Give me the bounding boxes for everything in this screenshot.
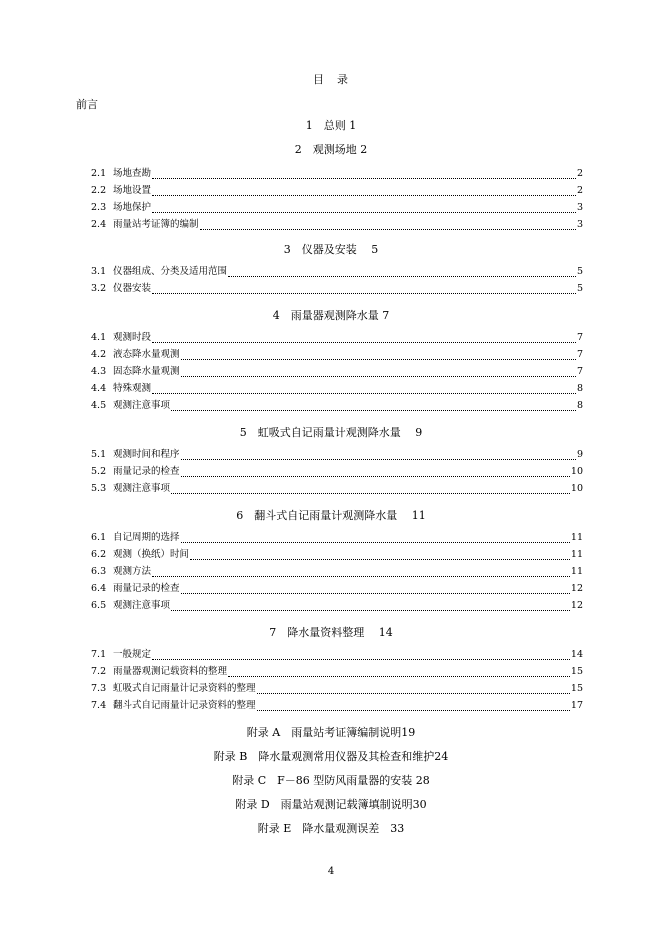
toc-entry-page: 7 [576,366,583,377]
toc-entry-page: 5 [576,266,583,277]
toc-entry-number: 6.2 [91,549,107,560]
toc-entry-number: 6.4 [91,583,107,594]
toc-entry-number: 6.3 [91,566,107,577]
toc-entry-page: 7 [576,332,583,343]
toc-entry-page: 15 [570,683,583,694]
toc-entry-page: 7 [576,349,583,360]
toc-entry-page: 15 [570,666,583,677]
toc-entry-page: 2 [576,168,583,179]
toc-entry-title: 观测注意事项 [113,483,171,494]
toc-entry-2-2[interactable] [91,184,583,198]
toc-entry-number: 4.4 [91,383,107,394]
chapter-2-heading[interactable]: 2 观测场地 2 [294,143,368,156]
appendix-c-entry[interactable]: 附录 C F－86 型防风雨量器的安装 28 [232,774,430,787]
toc-entry-2-3[interactable] [91,201,583,215]
toc-entry-title: 特殊观测 [113,383,152,394]
toc-dot-leader [171,401,576,411]
toc-entry-page: 12 [570,600,583,611]
toc-dot-leader [257,684,570,694]
chapter-3-heading[interactable]: 3 仪器及安装 5 [283,243,379,256]
appendix-b-entry[interactable]: 附录 B 降水量观测常用仪器及其检查和维护24 [213,750,449,763]
toc-entry-4-4[interactable] [91,382,583,396]
toc-entry-number: 3.1 [91,266,107,277]
toc-entry-title: 自记周期的选择 [113,532,180,543]
toc-entry-title: 仪器组成、分类及适用范围 [113,266,228,277]
toc-entry-number: 2.3 [91,202,107,213]
appendix-d-entry[interactable]: 附录 D 雨量站观测记载簿填制说明30 [235,798,427,811]
toc-dot-leader [152,384,576,394]
toc-entry-page: 2 [576,185,583,196]
toc-entry-page: 10 [570,466,583,477]
toc-dot-leader [152,333,576,343]
toc-entry-title: 观测方法 [113,566,152,577]
toc-entry-6-1[interactable] [91,531,583,545]
toc-entry-6-4[interactable] [91,582,583,596]
toc-entry-page: 3 [576,219,583,230]
chapter-4-heading[interactable]: 4 雨量器观测降水量 7 [272,309,390,322]
chapter-6-heading[interactable]: 6 翻斗式自记雨量计观测降水量 11 [236,509,426,522]
toc-entry-5-2[interactable] [91,465,583,479]
toc-entry-2-4[interactable] [91,218,583,232]
toc-dot-leader [228,667,570,677]
toc-dot-leader [152,169,576,179]
toc-dot-leader [228,267,576,277]
toc-entry-4-5[interactable] [91,399,583,413]
toc-entry-page: 10 [570,483,583,494]
toc-entry-5-3[interactable] [91,482,583,496]
toc-entry-4-1[interactable] [91,331,583,345]
appendix-e-entry[interactable]: 附录 E 降水量观测误差 33 [257,822,405,835]
toc-entry-title: 一般规定 [113,649,152,660]
toc-entry-title: 观测（换纸）时间 [113,549,190,560]
toc-entry-5-1[interactable] [91,448,583,462]
toc-entry-title: 雨量记录的检查 [113,466,180,477]
toc-dot-leader [200,220,576,230]
toc-dot-leader [181,467,570,477]
toc-entry-page: 11 [570,532,583,543]
toc-dot-leader [190,550,570,560]
toc-entry-number: 7.4 [91,700,107,711]
toc-entry-7-3[interactable] [91,682,583,696]
toc-dot-leader [181,367,576,377]
toc-entry-title: 翻斗式自记雨量计记录资料的整理 [113,700,256,711]
toc-entry-title: 场地设置 [113,185,152,196]
toc-entry-number: 7.2 [91,666,107,677]
toc-entry-page: 12 [570,583,583,594]
page-number: 4 [327,866,335,877]
toc-dot-leader [181,584,570,594]
toc-dot-leader [152,186,576,196]
toc-entry-number: 4.5 [91,400,107,411]
toc-entry-title: 液态降水量观测 [113,349,180,360]
toc-entry-page: 11 [570,566,583,577]
toc-entry-number: 6.5 [91,600,107,611]
toc-entry-page: 17 [570,700,583,711]
toc-dot-leader [171,601,570,611]
toc-entry-title: 场地保护 [113,202,152,213]
toc-entry-page: 5 [576,283,583,294]
toc-entry-4-3[interactable] [91,365,583,379]
toc-entry-4-2[interactable] [91,348,583,362]
toc-entry-number: 4.3 [91,366,107,377]
toc-entry-number: 7.3 [91,683,107,694]
toc-dot-leader [181,450,576,460]
toc-entry-title: 观测注意事项 [113,600,171,611]
toc-entry-number: 4.2 [91,349,107,360]
toc-entry-number: 5.3 [91,483,107,494]
toc-entry-2-1[interactable] [91,167,583,181]
toc-entry-page: 11 [570,549,583,560]
toc-dot-leader [181,533,570,543]
toc-dot-leader [171,484,570,494]
toc-entry-6-2[interactable] [91,548,583,562]
toc-entry-title: 雨量记录的检查 [113,583,180,594]
toc-entry-title: 场地查勘 [113,168,152,179]
chapter-7-heading[interactable]: 7 降水量资料整理 14 [269,626,393,639]
toc-entry-7-2[interactable] [91,665,583,679]
toc-entry-7-1[interactable] [91,648,583,662]
toc-entry-number: 7.1 [91,649,107,660]
toc-entry-title: 固态降水量观测 [113,366,180,377]
appendix-a-entry[interactable]: 附录 A 雨量站考证簿编制说明19 [246,726,416,739]
toc-dot-leader [152,567,570,577]
toc-entry-title: 观测注意事项 [113,400,171,411]
toc-entry-page: 8 [576,400,583,411]
toc-entry-number: 2.4 [91,219,107,230]
toc-entry-number: 3.2 [91,283,107,294]
toc-entry-page: 3 [576,202,583,213]
toc-dot-leader [152,284,576,294]
toc-dot-leader [152,203,576,213]
chapter-5-heading[interactable]: 5 虹吸式自记雨量计观测降水量 9 [239,426,423,439]
toc-entry-6-5[interactable] [91,599,583,613]
toc-entry-3-1[interactable] [91,265,583,279]
toc-entry-6-3[interactable] [91,565,583,579]
toc-entry-page: 8 [576,383,583,394]
toc-entry-title: 观测时段 [113,332,152,343]
toc-dot-leader [257,701,570,711]
toc-entry-number: 4.1 [91,332,107,343]
chapter-1-heading[interactable]: 1 总则 1 [305,119,357,132]
toc-entry-title: 仪器安装 [113,283,152,294]
toc-entry-number: 5.2 [91,466,107,477]
page-title: 目 录 [313,73,349,86]
toc-entry-number: 5.1 [91,449,107,460]
toc-entry-title: 雨量站考证簿的编制 [113,219,199,230]
toc-entry-7-4[interactable] [91,699,583,713]
toc-entry-number: 2.2 [91,185,107,196]
toc-entry-3-2[interactable] [91,282,583,296]
preface-entry[interactable]: 前言 [76,98,98,111]
toc-dot-leader [152,650,570,660]
toc-dot-leader [181,350,576,360]
toc-entry-number: 6.1 [91,532,107,543]
toc-entry-title: 虹吸式自记雨量计记录资料的整理 [113,683,256,694]
toc-entry-title: 雨量器观测记载资料的整理 [113,666,228,677]
toc-entry-page: 14 [570,649,583,660]
toc-entry-number: 2.1 [91,168,107,179]
toc-entry-page: 9 [576,449,583,460]
toc-entry-title: 观测时间和程序 [113,449,180,460]
